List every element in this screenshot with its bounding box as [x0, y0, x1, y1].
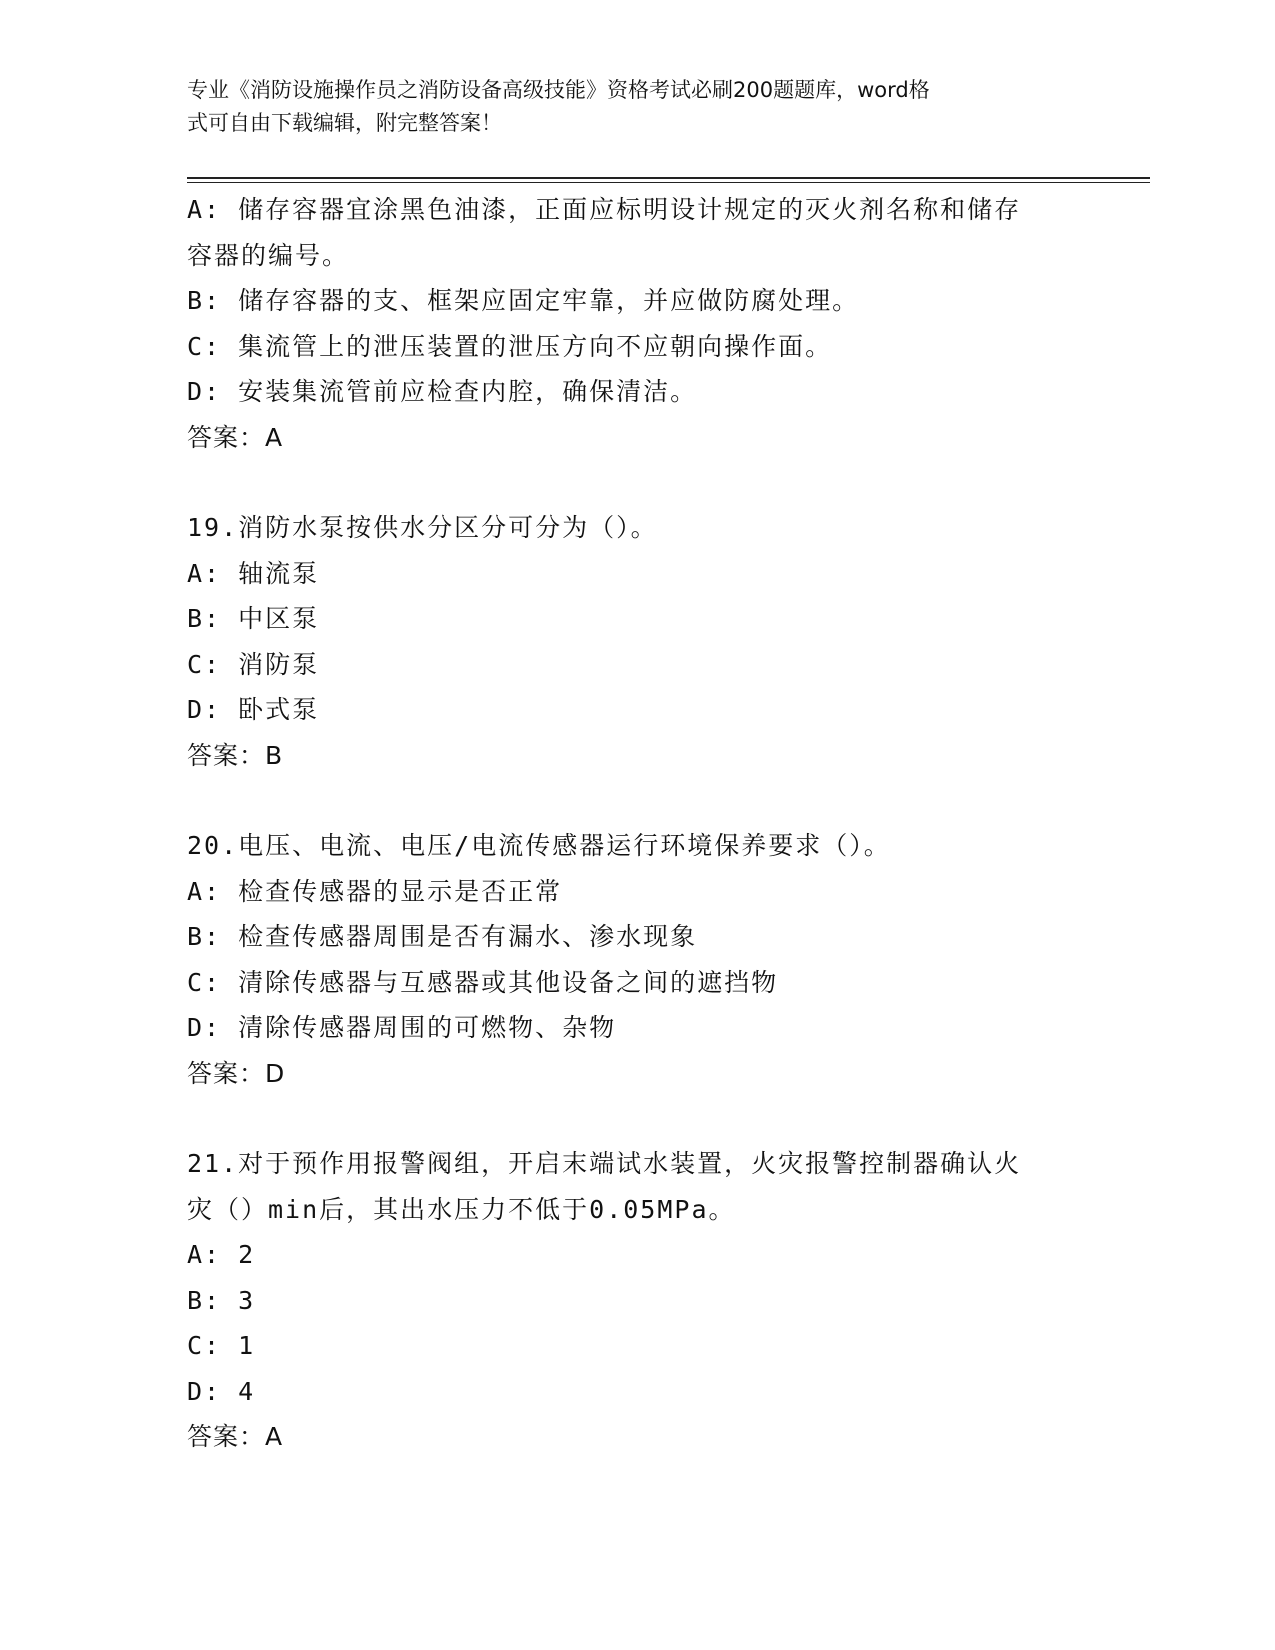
answer: 答案：D — [187, 1058, 286, 1088]
question-text: 21.对于预作用报警阀组，开启末端试水装置，火灾报警控制器确认火 — [187, 1149, 1022, 1178]
question-block-21 — [187, 1141, 1077, 1460]
answer: 答案：A — [187, 422, 284, 452]
option-b: B: 检查传感器周围是否有漏水、渗水现象 — [187, 922, 698, 951]
option-b: B: 中区泵 — [187, 604, 320, 633]
question-block-19 — [187, 505, 1077, 778]
page-header — [187, 74, 1067, 140]
question-block-18 — [187, 187, 1077, 460]
header-line-1: 专业《消防设施操作员之消防设备高级技能》资格考试必刷200题题库，word格 — [187, 78, 930, 102]
header-divider-top — [187, 177, 1150, 179]
answer: 答案：A — [187, 1422, 284, 1451]
header-divider-bottom — [187, 182, 1150, 183]
option-a: A: 轴流泵 — [187, 558, 320, 588]
option-b: B: 储存容器的支、框架应固定牢靠，并应做防腐处理。 — [187, 286, 860, 315]
document-body — [187, 187, 1077, 1460]
option-b: B: 3 — [187, 1285, 256, 1315]
option-a: A: 2 — [187, 1240, 256, 1269]
option-d: D: 安装集流管前应检查内腔，确保清洁。 — [187, 377, 698, 406]
option-d: D: 4 — [187, 1376, 256, 1406]
question-text: 19.消防水泵按供水分区分可分为（）。 — [187, 513, 658, 542]
option-a-continued: 容器的编号。 — [187, 240, 350, 270]
option-a: A: 储存容器宜涂黑色油漆，正面应标明设计规定的灭火剂名称和储存 — [187, 195, 1022, 224]
option-c: C: 消防泵 — [187, 649, 320, 679]
question-text-continued: 灾（）min后，其出水压力不低于0.05MPa。 — [187, 1194, 736, 1224]
option-c: C: 集流管上的泄压装置的泄压方向不应朝向操作面。 — [187, 331, 833, 361]
option-c: C: 1 — [187, 1331, 256, 1360]
option-c: C: 清除传感器与互感器或其他设备之间的遮挡物 — [187, 967, 779, 997]
question-block-20 — [187, 823, 1077, 1096]
answer: 答案：B — [187, 740, 284, 770]
header-line-2: 式可自由下载编辑，附完整答案！ — [187, 111, 502, 135]
question-text: 20.电压、电流、电压/电流传感器运行环境保养要求（）。 — [187, 831, 891, 860]
option-d: D: 清除传感器周围的可燃物、杂物 — [187, 1013, 617, 1042]
option-a: A: 检查传感器的显示是否正常 — [187, 876, 563, 906]
option-d: D: 卧式泵 — [187, 695, 320, 724]
